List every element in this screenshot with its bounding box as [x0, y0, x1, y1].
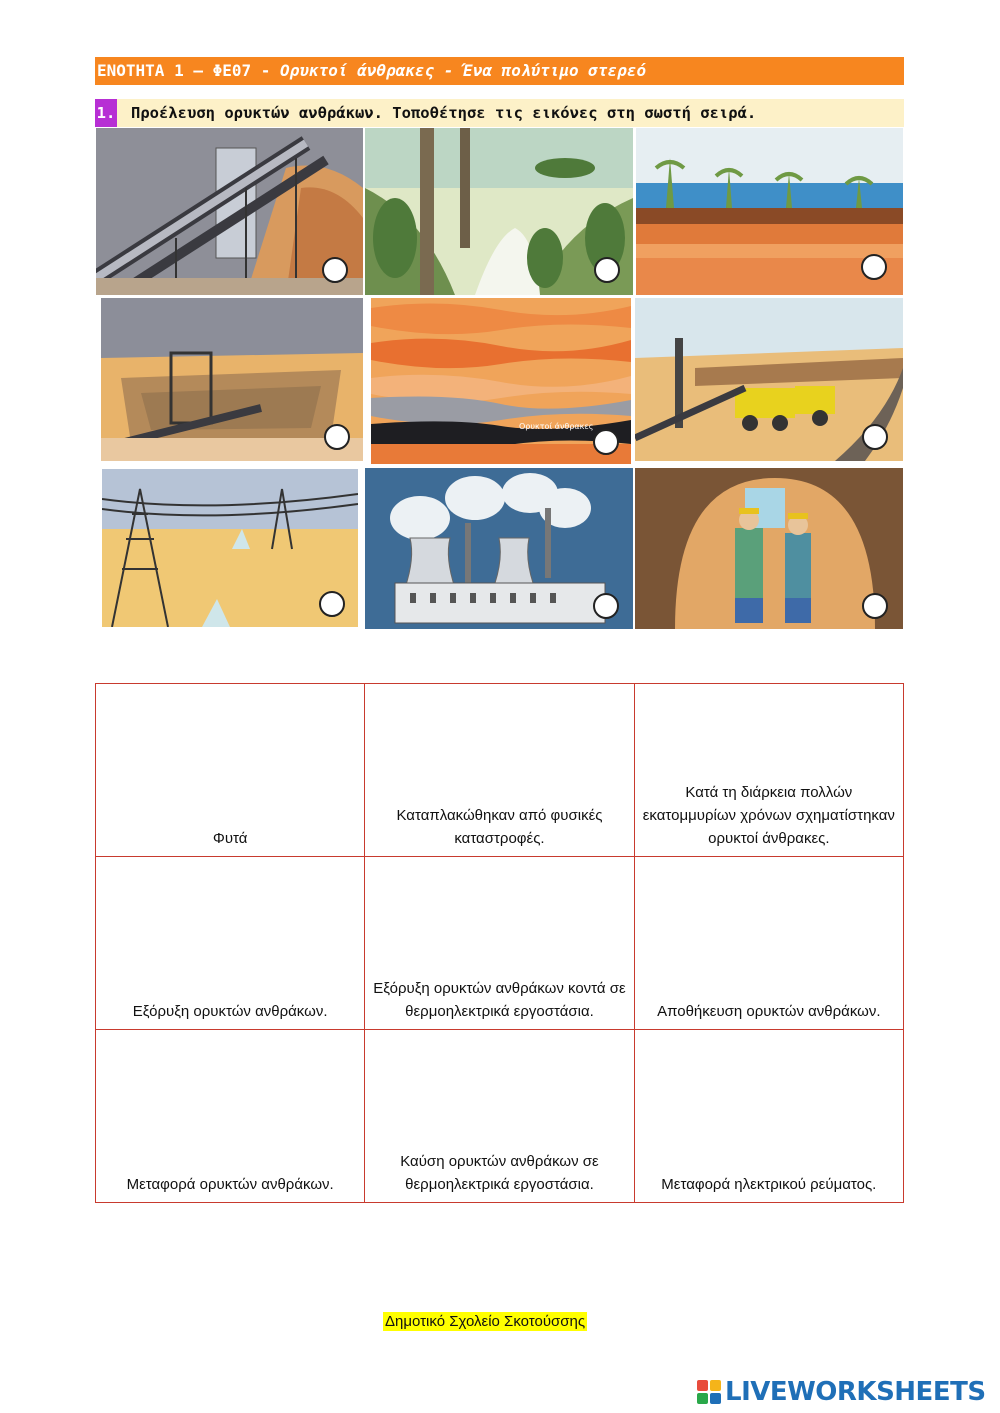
table-cell: Καταπλακώθηκαν από φυσικές καταστροφές. [365, 684, 634, 857]
answer-circle[interactable] [594, 257, 620, 283]
table-cell: Εξόρυξη ορυκτών ανθράκων. [96, 857, 365, 1030]
picture-rock-layers [371, 298, 631, 464]
unit-title: Ορυκτοί άνθρακες - Ένα πολύτιμο στερεό [280, 61, 647, 80]
table-cell: Κατά τη διάρκεια πολλών εκατομμυρίων χρόνων σχηματίστηκαν ορυκτοί άνθρακες. [634, 684, 903, 857]
sequence-table [95, 683, 904, 1203]
answer-circle[interactable] [593, 429, 619, 455]
table-cell: Καύση ορυκτών ανθράκων σε θερμοηλεκτρικά εργοστάσια. [365, 1030, 634, 1203]
table-row [96, 857, 904, 1030]
unit-banner [95, 57, 904, 85]
table-row [96, 684, 904, 857]
brand-name: LIVEWORKSHEETS [725, 1377, 986, 1407]
question-row [95, 99, 904, 127]
picture-forest [365, 128, 633, 295]
table-row [96, 1030, 904, 1203]
answer-circle[interactable] [861, 254, 887, 280]
question-text: Προέλευση ορυκτών ανθράκων. Τοποθέτησε τις εικόνες στη σωστή σειρά. [131, 104, 757, 122]
liveworksheets-logo[interactable] [697, 1377, 986, 1407]
table-cell: Αποθήκευση ορυκτών ανθράκων. [634, 857, 903, 1030]
table-cell: Εξόρυξη ορυκτών ανθράκων κοντά σε θερμοηλεκτρικά εργοστάσια. [365, 857, 634, 1030]
answer-circle[interactable] [322, 257, 348, 283]
answer-circle[interactable] [319, 591, 345, 617]
layers-caption: Ορυκτοί άνθρακες [519, 422, 594, 431]
answer-circle[interactable] [324, 424, 350, 450]
school-name: Δημοτικό Σχολείο Σκοτούσσης [385, 1313, 586, 1330]
table-cell: Φυτά [96, 684, 365, 857]
unit-label: ΕΝΟΤΗΤΑ 1 – ΦΕ07 - [97, 61, 281, 80]
answer-circle[interactable] [862, 593, 888, 619]
answer-circle[interactable] [862, 424, 888, 450]
table-cell: Μεταφορά ορυκτών ανθράκων. [96, 1030, 365, 1203]
answer-circle[interactable] [593, 593, 619, 619]
question-number: 1. [95, 99, 117, 127]
logo-blocks-icon [697, 1380, 721, 1404]
table-cell: Μεταφορά ηλεκτρικού ρεύματος. [634, 1030, 903, 1203]
